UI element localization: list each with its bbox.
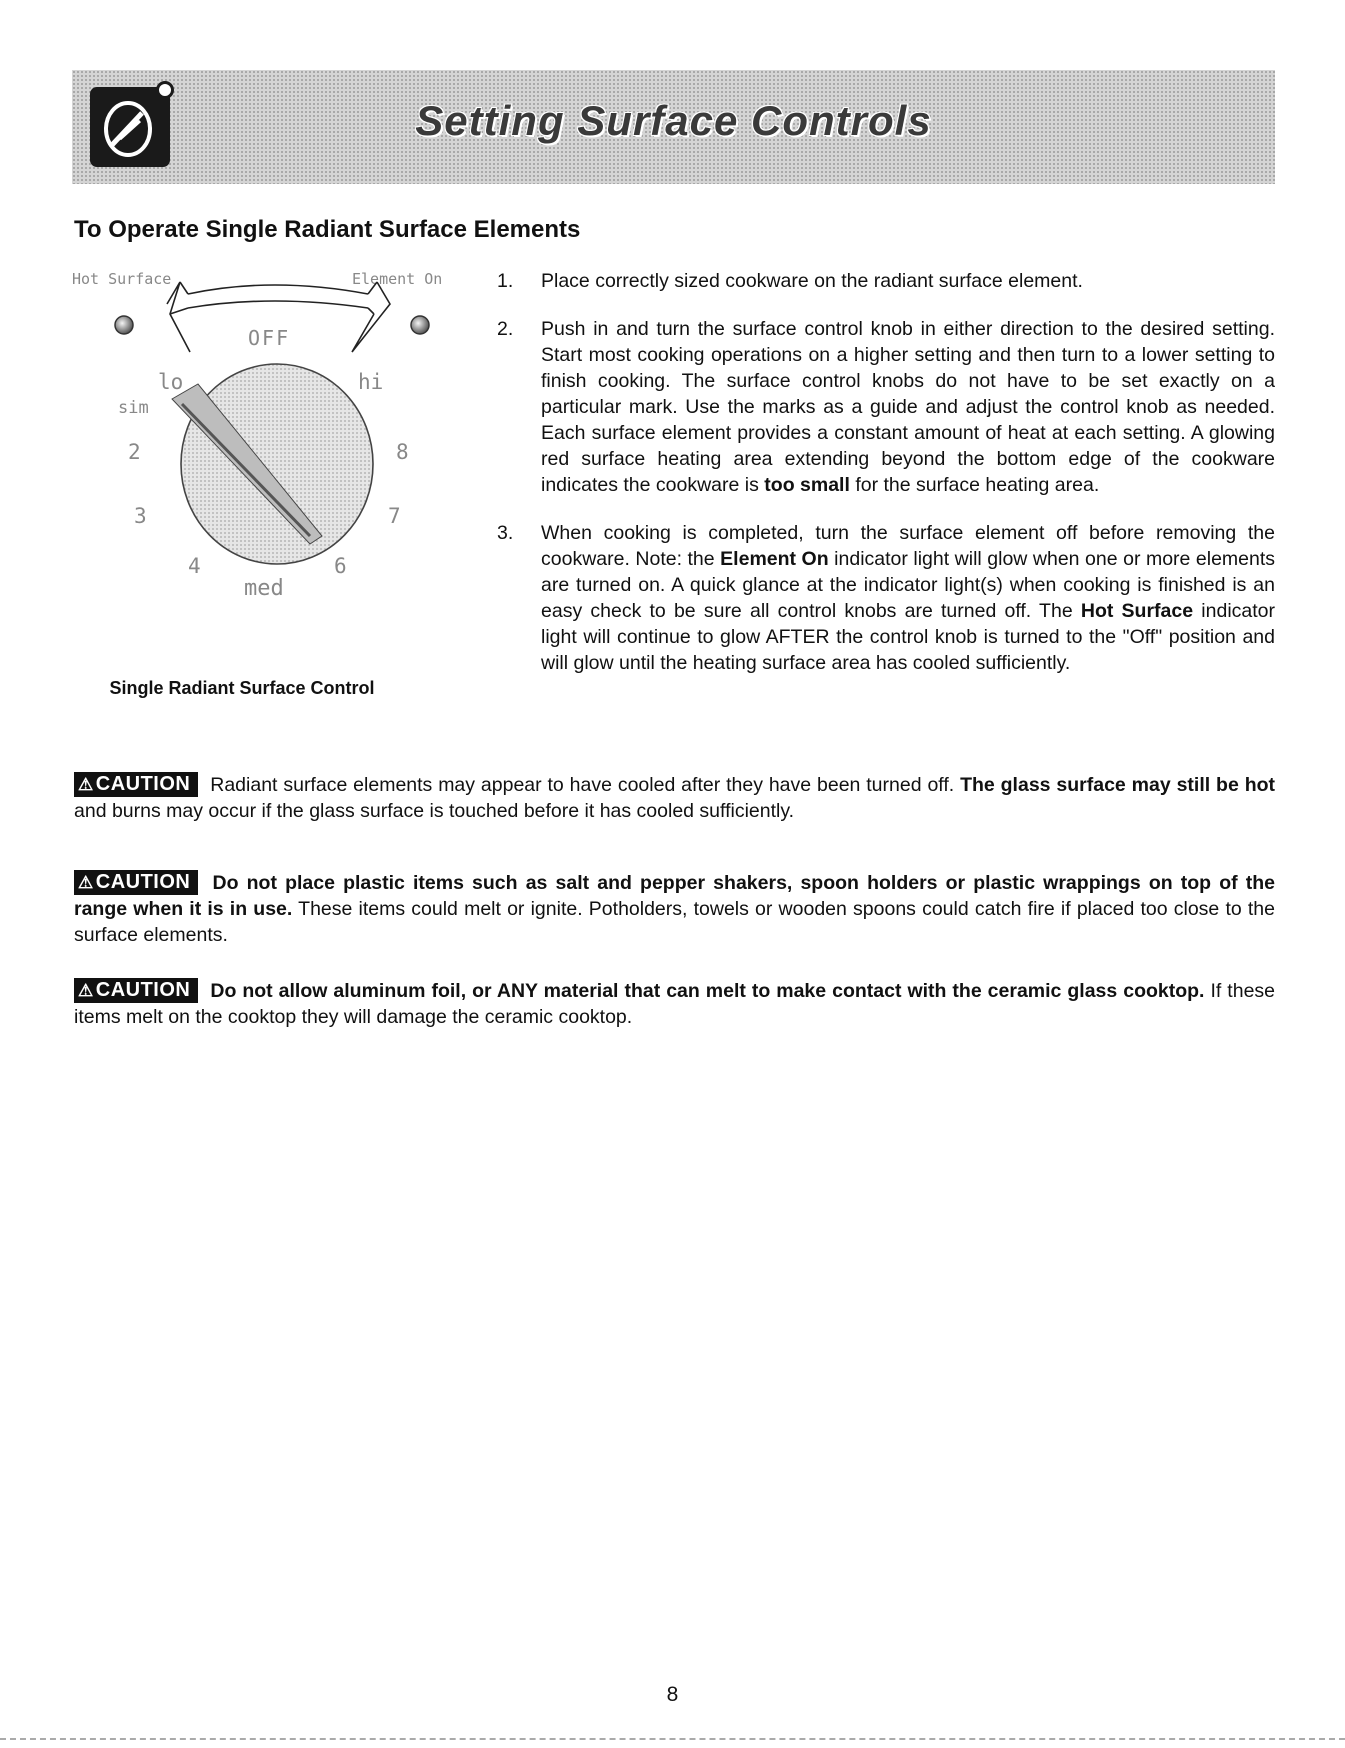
- instruction-steps: [497, 268, 1275, 698]
- step-number: 2.: [497, 318, 514, 340]
- caution-emphasis: The glass surface may still be hot: [960, 774, 1276, 796]
- element-on-label: Element On: [352, 270, 443, 288]
- control-knob-diagram: [72, 264, 482, 714]
- warning-triangle-icon: ⚠: [78, 981, 94, 1000]
- mark-3: 3: [134, 504, 147, 528]
- step-text: Push in and turn the surface control knob in either direction to the desired setting. Start most cooking operations on a higher setting and then turn to a lower setting to finish cooking. The surface control knobs do not have to be set exactly on a particular mark. Use the marks as a guide and adjust the control knob as needed. Each surface element provides a constant amount of heat at each setting. A glowing red surface heating area extending beyond the bottom edge of the cookware indicates the cookware is: [541, 318, 1275, 496]
- step-number: 3.: [497, 522, 514, 544]
- step-text: Place correctly sized cookware on the radiant surface element.: [541, 270, 1083, 292]
- caution-badge: ⚠ CAUTION: [74, 772, 198, 797]
- step-text: indicator light will continue to glow AFTER the control knob is turned to the "Off" position and will glow until the heating surface area has cooled sufficiently.: [541, 600, 1276, 674]
- caution-2: [74, 870, 1275, 948]
- caution-3: [74, 978, 1275, 1030]
- caution-text: If these items melt on the cooktop they will damage the ceramic cooktop.: [74, 980, 1276, 1028]
- step-number: 1.: [497, 270, 514, 292]
- caution-text: These items could melt or ignite. Potholders, towels or wooden spoons could catch fire if placed too close to the surface elements.: [74, 898, 1275, 946]
- bottom-divider: [0, 1738, 1345, 1740]
- mark-7: 7: [388, 504, 401, 528]
- lo-mark: lo: [158, 370, 184, 394]
- warning-triangle-icon: ⚠: [78, 873, 94, 892]
- mark-6: 6: [334, 554, 347, 578]
- mark-8: 8: [396, 440, 409, 464]
- caution-1: [74, 772, 1275, 824]
- emphasis-element-on: Element On: [720, 548, 829, 570]
- caution-badge: ⚠ CAUTION: [74, 870, 198, 895]
- header-banner: [72, 70, 1275, 184]
- diagram-caption: Single Radiant Surface Control: [109, 678, 375, 698]
- warning-triangle-icon: ⚠: [78, 775, 94, 794]
- section-heading: To Operate Single Radiant Surface Elements: [74, 216, 581, 243]
- step-3: [497, 520, 1275, 676]
- emphasis-too-small: too small: [764, 474, 850, 496]
- hi-mark: hi: [358, 370, 384, 394]
- caution-text: Radiant surface elements may appear to have cooled after they have been turned off.: [210, 774, 955, 796]
- step-1: [497, 268, 1275, 294]
- mark-4: 4: [188, 554, 201, 578]
- off-mark: OFF: [248, 326, 291, 350]
- page-title: Setting Surface Controls: [415, 97, 932, 144]
- med-mark: med: [244, 576, 284, 601]
- step-text: for the surface heating area.: [855, 474, 1100, 496]
- sim-mark: sim: [118, 398, 149, 418]
- step-text: indicator light will glow when one or more elements are turned on. A quick glance at the indicator light(s) when cooking is finished is an easy check to be sure all control knobs are turned off. The: [541, 548, 1276, 622]
- hot-surface-label: Hot Surface: [72, 270, 172, 288]
- caution-badge: ⚠ CAUTION: [74, 978, 198, 1003]
- control-knob: [181, 364, 373, 564]
- hot-surface-light-icon: [115, 316, 133, 334]
- emphasis-hot-surface: Hot Surface: [1080, 600, 1194, 622]
- step-text: When cooking is completed, turn the surface element off before removing the cookware. Note: the: [541, 522, 1275, 570]
- element-on-light-icon: [411, 316, 429, 334]
- caution-text: and burns may occur if the glass surface is touched before it has cooled sufficiently.: [74, 800, 795, 822]
- page-number: 8: [666, 1683, 679, 1706]
- mark-2: 2: [128, 440, 141, 464]
- caution-emphasis: Do not place plastic items such as salt and pepper shakers, spoon holders or plastic wrappings on top of the range when it is in use.: [74, 872, 1276, 920]
- caution-emphasis: Do not allow aluminum foil, or ANY material that can melt to make contact with the ceramic glass cooktop.: [210, 980, 1205, 1002]
- step-2: [497, 316, 1275, 498]
